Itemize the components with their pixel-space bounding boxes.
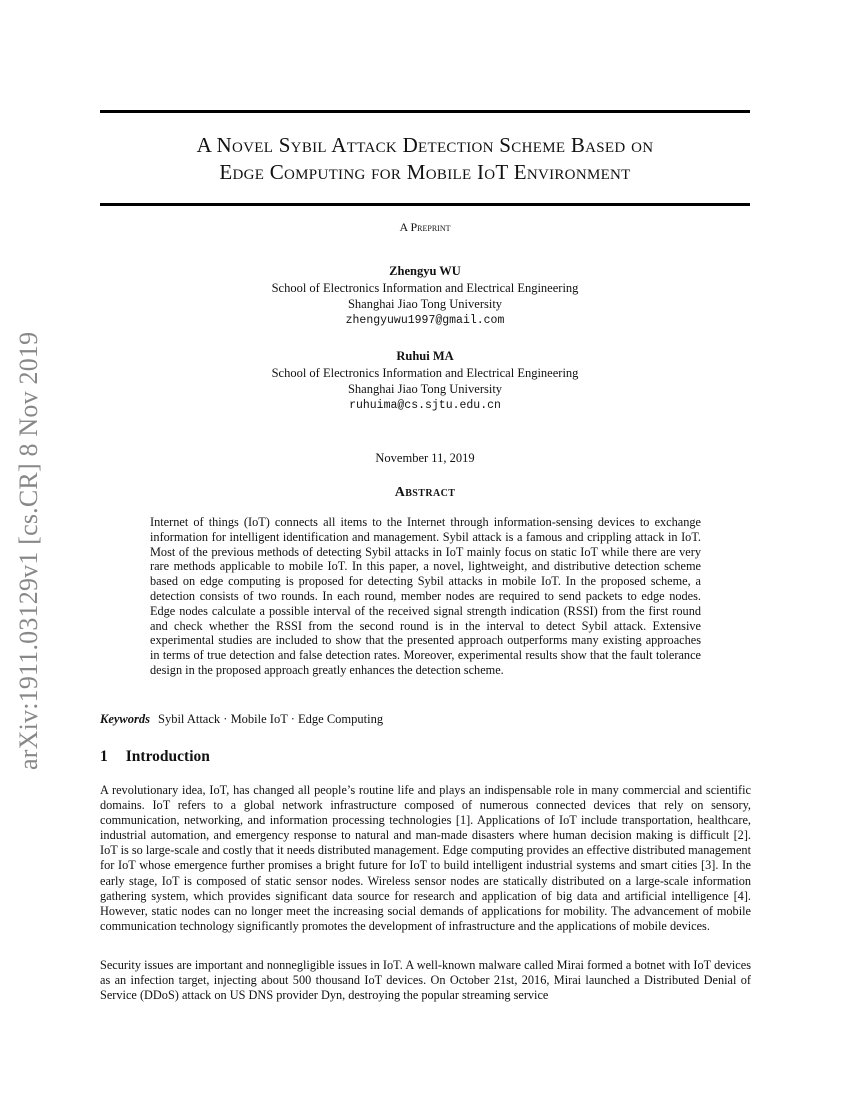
title-top-rule <box>100 110 750 113</box>
title-line-2: Edge Computing for Mobile IoT Environment <box>219 160 631 184</box>
keywords-label: Keywords <box>100 712 150 726</box>
body-paragraph: Security issues are important and nonnegligible issues in IoT. A well-known malware called Mirai formed a botnet with IoT devices as an infection target, injecting about 500 thousand IoT devices. On October 21st, 2016, Mirai launched a Distributed Denial of Service (DDoS) attack on US DNS provider Dyn, destroying the popular streaming service <box>100 958 751 1003</box>
author-name: Ruhui MA <box>396 349 454 363</box>
author-affiliation-university: Shanghai Jiao Tong University <box>347 382 503 396</box>
title-line-1: A Novel Sybil Attack Detection Scheme Based on <box>196 133 654 157</box>
author-block-1 <box>100 263 750 329</box>
author-email: ruhuima@cs.sjtu.edu.cn <box>349 398 501 412</box>
abstract-body: Internet of things (IoT) connects all items to the Internet through information-sensing devices to exchange information for intelligent identification and management. Sybil attack is a famous and crippling attack in IoT. Most of the previous methods of detecting Sybil attacks in IoT mainly focus on static IoT while there are very rare methods applicable to mobile IoT. In this paper, a novel, lightweight, and distributive detection scheme based on edge computing is proposed for detecting Sybil attacks in mobile IoT. In the proposed scheme, a detection consists of two rounds. In each round, member nodes are required to send packets to edge nodes. Edge nodes calculate a possible interval of the received signal strength indication (RSSI) from the first round and check whether the RSSI from the second round is in the interval to detect Sybil attack. Extensive experimental studies are included to show that the presented approach outperforms many existing approaches in terms of true detection and false detection rates. Moreover, experimental results show that the fault tolerance design in the proposed approach greatly enhances the detection scheme. <box>150 515 701 677</box>
keywords-line <box>100 712 750 727</box>
section-heading-introduction <box>100 748 750 766</box>
author-affiliation-school: School of Electronics Information and Electrical Engineering <box>271 280 579 295</box>
author-affiliation-university: Shanghai Jiao Tong University <box>347 297 503 311</box>
author-affiliation-school: School of Electronics Information and Electrical Engineering <box>271 365 579 380</box>
title-bottom-rule <box>100 203 750 206</box>
abstract-heading: Abstract <box>394 485 456 500</box>
section-title: Introduction <box>125 748 210 765</box>
keywords-text: Sybil Attack · Mobile IoT · Edge Computing <box>158 712 384 726</box>
arxiv-identifier-stamp: arXiv:1911.03129v1 [cs.CR] 8 Nov 2019 <box>14 331 43 770</box>
section-number: 1 <box>100 748 108 765</box>
preprint-label: A Preprint <box>399 220 451 234</box>
paper-title <box>100 132 750 186</box>
author-email: zhengyuwu1997@gmail.com <box>345 313 505 327</box>
author-block-2 <box>100 348 750 414</box>
paper-date: November 11, 2019 <box>375 451 475 465</box>
body-paragraph: A revolutionary idea, IoT, has changed all people’s routine life and plays an indispensable role in many commercial and scientific domains. IoT refers to a global network infrastructure composed of numerous connected devices that rely on sensory, communication, networking, and information processing technologies [1]. Applications of IoT include transportation, healthcare, industrial automation, and emergency response to natural and man-made disasters where human decision making is difficult [2]. IoT is so large-scale and costly that it needs distributed management. Edge computing provides an effective distributed management for IoT whose emergence further promises a bright future for IoT to build intelligent industrial systems and smart cities [3]. In the early stage, IoT is composed of static sensor nodes. Wireless sensor nodes are statically distributed on a large-scale information gathering system, which provides significant data source for research and application of big data and artificial intelligence [4]. However, static nodes can no longer meet the increasing social demands of applications for mobility. The advancement of mobile communication technology significantly promotes the development of infrastructure and the applications of mobile devices. <box>100 783 751 933</box>
author-name: Zhengyu WU <box>389 264 461 278</box>
